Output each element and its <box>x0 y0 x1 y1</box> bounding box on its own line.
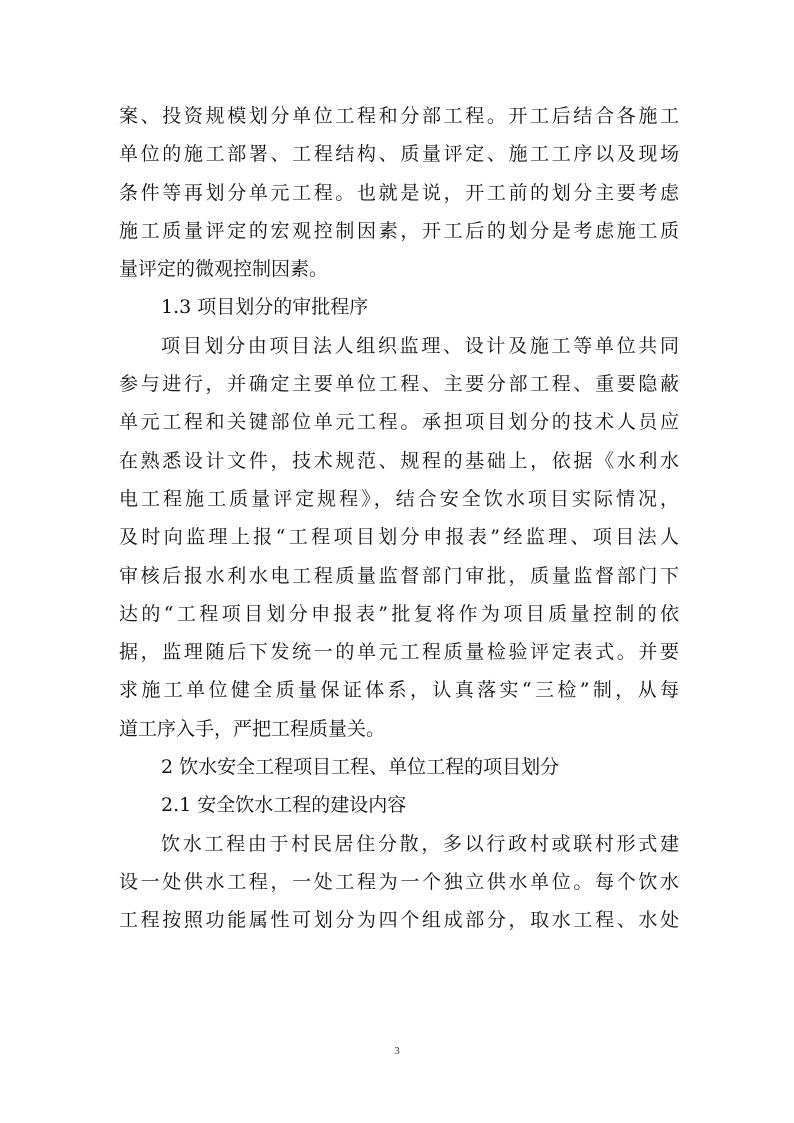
page-number: 3 <box>394 1045 400 1057</box>
text-line: 参与进行，并确定主要单位工程、主要分部工程、重要隐蔽 <box>119 373 679 396</box>
text-line: 案、投资规模划分单位工程和分部工程。开工后结合各施工 <box>119 105 679 127</box>
text-line: 设一处供水工程，一处工程为一个独立供水单位。每个饮水 <box>119 870 679 893</box>
body-text <box>119 97 679 940</box>
text-line: 审核后报水利水电工程质量监督部门审批，质量监督部门下 <box>119 564 679 587</box>
text-line: 条件等再划分单元工程。也就是说，开工前的划分主要考虑 <box>119 181 679 204</box>
text-line: 求施工单位健全质量保证体系，认真落实“三检”制，从每 <box>119 679 679 702</box>
text-line: 工程按照功能属性可划分为四个组成部分，取水工程、水处 <box>119 909 679 932</box>
text-line: 电工程施工质量评定规程》，结合安全饮水项目实际情况， <box>119 487 679 510</box>
text-line: 达的“工程项目划分申报表”批复将作为项目质量控制的依 <box>119 602 679 625</box>
text-line: 施工质量评定的宏观控制因素，开工后的划分是考虑施工质 <box>119 219 679 242</box>
text-line: 项目划分由项目法人组织监理、设计及施工等单位共同 <box>161 334 679 357</box>
text-line: 单位的施工部署、工程结构、质量评定、施工工序以及现场 <box>119 143 679 166</box>
text-line: 单元工程和关键部位单元工程。承担项目划分的技术人员应 <box>119 411 679 434</box>
text-line: 量评定的微观控制因素。 <box>119 258 329 281</box>
section-heading: 2 饮水安全工程项目工程、单位工程的项目划分 <box>161 756 560 779</box>
section-heading: 2.1 安全饮水工程的建设内容 <box>161 794 407 817</box>
text-line: 饮水工程由于村民居住分散，多以行政村或联村形式建 <box>161 832 679 855</box>
text-line: 道工序入手，严把工程质量关。 <box>119 717 386 740</box>
text-line: 及时向监理上报“工程项目划分申报表”经监理、项目法人 <box>119 526 679 549</box>
text-line: 在熟悉设计文件，技术规范、规程的基础上，依据《水利水 <box>119 449 679 472</box>
section-heading: 1.3 项目划分的审批程序 <box>161 296 369 319</box>
text-line: 据，监理随后下发统一的单元工程质量检验评定表式。并要 <box>119 641 679 664</box>
